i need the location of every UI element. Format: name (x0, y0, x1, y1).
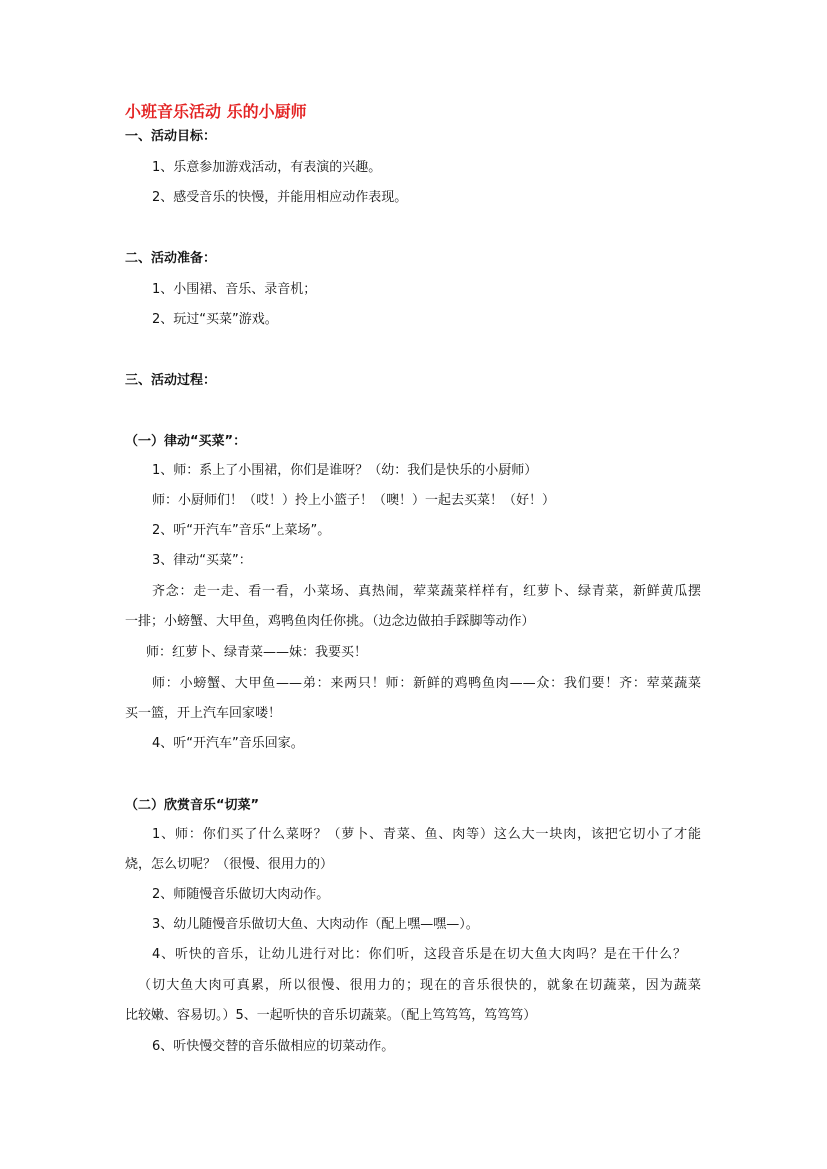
process-line: 1、师：你们买了什么菜呀？（萝卜、青菜、鱼、肉等）这么大一块肉，该把它切小了才能 (152, 827, 701, 842)
process-line: 4、听快的音乐，让幼儿进行对比：你们听，这段音乐是在切大鱼大肉吗？是在干什么？ (152, 947, 686, 962)
process-line: 3、幼儿随慢音乐做切大鱼、大肉动作（配上嘿—嘿—）。 (152, 917, 479, 932)
process-line: 2、听“开汽车”音乐“上菜场”。 (152, 523, 331, 538)
process-line: 6、听快慢交替的音乐做相应的切菜动作。 (152, 1039, 395, 1054)
subsection-heading-cut-vegetables: （二）欣赏音乐“切菜” (125, 798, 260, 813)
section-heading-goals: 一、活动目标： (125, 129, 217, 144)
goal-item: 2、感受音乐的快慢，并能用相应动作表现。 (152, 190, 408, 205)
process-line: 1、师：系上了小围裙，你们是谁呀？（幼：我们是快乐的小厨师） (152, 463, 538, 478)
process-line: 3、律动“买菜”： (152, 553, 252, 568)
process-line: 比较嫩、容易切。）5、一起听快的音乐切蔬菜。（配上笃笃笃，笃笃笃） (125, 1008, 537, 1023)
process-line: 4、听“开汽车”音乐回家。 (152, 736, 304, 751)
document-title: 小班音乐活动 乐的小厨师 (125, 102, 307, 121)
goal-item: 1、乐意参加游戏活动，有表演的兴趣。 (152, 160, 382, 175)
process-line: 一排；小螃蟹、大甲鱼，鸡鸭鱼肉任你挑。（边念边做拍手踩脚等动作） (125, 614, 535, 629)
process-line: 师：小螃蟹、大甲鱼——弟：来两只！师：新鲜的鸡鸭鱼肉——众：我们要！齐：荤菜蔬菜 (152, 676, 701, 691)
process-line: 师：小厨师们！（哎！）拎上小篮子！（噢！）一起去买菜！（好！） (152, 493, 556, 508)
process-line: 烧，怎么切呢？（很慢、很用力的） (125, 857, 334, 872)
preparation-item: 2、玩过“买菜”游戏。 (152, 312, 278, 327)
process-line: 师：红萝卜、绿青菜——妹：我要买！ (146, 645, 368, 660)
preparation-item: 1、小围裙、音乐、录音机； (152, 282, 317, 297)
process-line: 买一篮，开上汽车回家喽！ (125, 706, 282, 721)
section-heading-preparation: 二、活动准备： (125, 251, 217, 266)
subsection-heading-buy-vegetables: （一）律动“买菜”： (125, 434, 247, 449)
process-line: 2、师随慢音乐做切大肉动作。 (152, 887, 330, 902)
process-line: （切大鱼大肉可真累，所以很慢、很用力的；现在的音乐很快的，就象在切蔬菜，因为蔬菜 (138, 978, 701, 993)
section-heading-process: 三、活动过程： (125, 373, 217, 388)
process-line: 齐念：走一走、看一看，小菜场、真热闹，荤菜蔬菜样样有，红萝卜、绿青菜，新鲜黄瓜摆 (152, 584, 701, 599)
